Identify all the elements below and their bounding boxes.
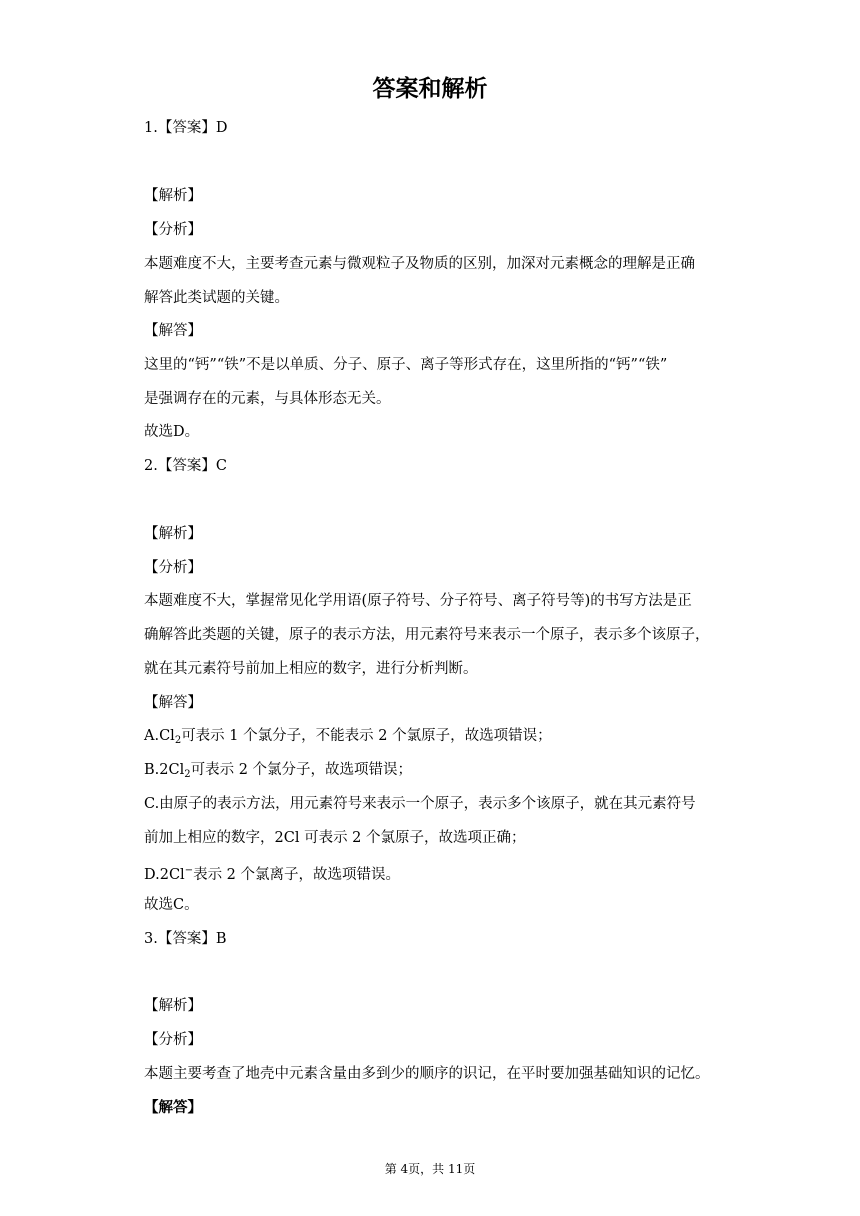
q2-option-c-line-2: 前加上相应的数字，2Cl 可表示 2 个氯原子，故选项正确；: [144, 830, 526, 846]
q2-option-a-text: 可表示 1 个氯分子，不能表示 2 个氯原子，故选项错误；: [181, 728, 552, 744]
q3-jiexi-heading: 【解析】: [144, 998, 202, 1014]
q3-fenxi-heading: 【分析】: [144, 1032, 202, 1048]
q3-analysis-line-1: 本题主要考查了地壳中元素含量由多到少的顺序的识记，在平时要加强基础知识的记忆。: [144, 1066, 710, 1082]
q2-option-c-line-1: C.由原子的表示方法，用元素符号来表示一个原子，表示多个该原子，就在其元素符号: [144, 796, 696, 812]
q2-jiexi-heading: 【解析】: [144, 526, 202, 542]
q2-option-b-text: 可表示 2 个氯分子，故选项错误；: [190, 762, 413, 778]
q2-analysis-line-2: 确解答此类题的关键，原子的表示方法，用元素符号来表示一个原子，表示多个该原子，: [144, 627, 710, 643]
q1-jiexi-heading: 【解析】: [144, 188, 202, 204]
q2-option-d: [144, 861, 744, 885]
page-footer: 第 4页，共 11页: [384, 1162, 476, 1176]
q2-analysis-line-1: 本题难度不大，掌握常见化学用语(原子符号、分子符号、离子符号等)的书写方法是正: [144, 593, 692, 609]
q2-choice: 故选C。: [144, 897, 199, 913]
q1-answer: 1.【答案】D: [144, 120, 228, 136]
q1-solution-line-2: 是强调存在的元素，与具体形态无关。: [144, 391, 391, 407]
q2-option-a-formula: A.Cl: [144, 728, 175, 744]
q2-option-d-formula: D.2Cl: [144, 867, 185, 883]
q2-answer: 2.【答案】C: [144, 458, 227, 474]
q2-option-d-text: 表示 2 个氯离子，故选项错误。: [193, 867, 401, 883]
q2-option-b-subscript: 2: [184, 769, 191, 780]
q1-fenxi-heading: 【分析】: [144, 222, 202, 238]
q2-fenxi-heading: 【分析】: [144, 560, 202, 576]
q2-analysis-line-3: 就在其元素符号前加上相应的数字，进行分析判断。: [144, 661, 478, 677]
q3-jieda-heading: 【解答】: [144, 1100, 202, 1116]
q1-analysis-line-2: 解答此类试题的关键。: [144, 290, 289, 306]
page-title: 答案和解析: [372, 76, 488, 102]
q2-option-d-superscript: −: [184, 865, 194, 876]
q2-jieda-heading: 【解答】: [144, 695, 202, 711]
q1-analysis-line-1: 本题难度不大，主要考查元素与微观粒子及物质的区别，加深对元素概念的理解是正确: [144, 256, 695, 272]
q2-option-b-formula: B.2Cl: [144, 762, 185, 778]
q2-option-b: [144, 760, 744, 785]
q3-answer: 3.【答案】B: [144, 931, 227, 947]
q2-option-a-subscript: 2: [174, 735, 182, 746]
q1-jieda-heading: 【解答】: [144, 323, 202, 339]
q1-choice: 故选D。: [144, 424, 200, 440]
q1-solution-line-1: 这里的“钙”“铁”不是以单质、分子、原子、离子等形式存在，这里所指的“钙”“铁”: [144, 357, 668, 373]
q2-option-a: [144, 726, 744, 751]
